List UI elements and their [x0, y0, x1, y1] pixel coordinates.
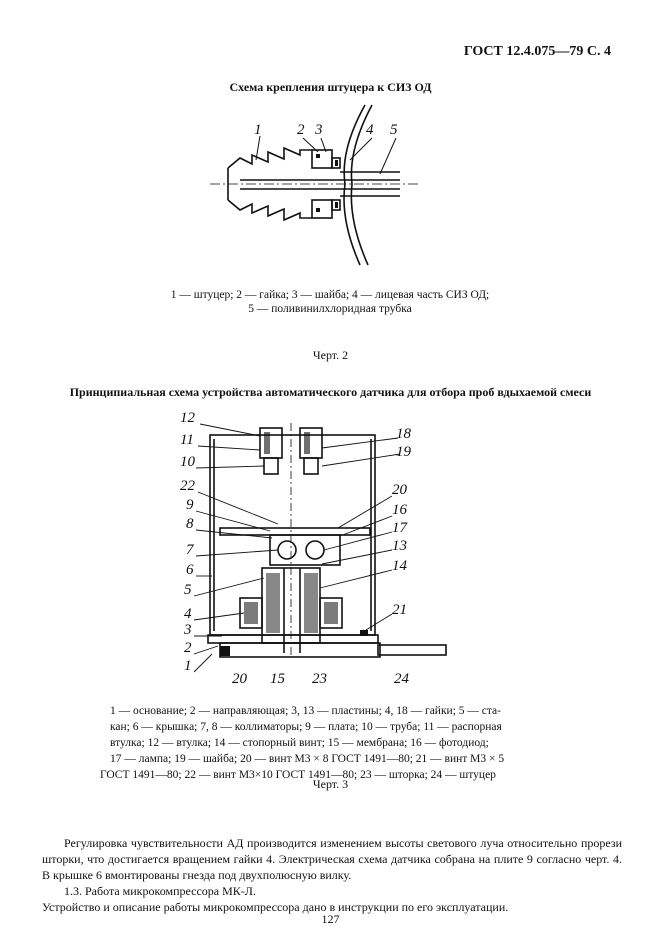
- fig3-label-1: 1: [184, 658, 192, 674]
- fig3-label-20: 20: [392, 482, 407, 498]
- fig3-label-9: 9: [186, 497, 194, 513]
- fig2-label-3: 3: [315, 122, 323, 138]
- fig3-label-6: 6: [186, 562, 194, 578]
- fig3-label-19: 19: [396, 444, 411, 460]
- body-paragraph-3: Устройство и описание работы микрокомпрессора дано в инструкции по его эксплуатации.: [42, 900, 509, 914]
- figure2-legend-line2: 5 — поливинилхлоридная трубка: [248, 303, 412, 315]
- body-paragraph-2: 1.3. Работа микрокомпрессора МК-Л.: [64, 884, 256, 898]
- figure3-drawing: [160, 408, 450, 688]
- body-text: [42, 835, 622, 915]
- fig2-label-1: 1: [254, 122, 262, 138]
- figure3-legend-line2: кан; 6 — крышка; 7, 8 — коллиматоры; 9 — плата; 10 — труба; 11 — распорная: [110, 721, 502, 733]
- page-number: 127: [321, 912, 340, 926]
- fig3-label-18: 18: [396, 426, 411, 442]
- figure3-legend-line4: 17 — лампа; 19 — шайба; 20 — винт М3 × 8 ГОСТ 1491—80; 21 — винт М3 × 5: [110, 753, 505, 765]
- body-paragraph-1: Регулировка чувствительности АД производится изменением высоты светового луча относительно прорези шторки, что достигается вращением гайки 4. Электрическая схема датчика собрана на плите 9 согласно черт. 4. В крышке 6 вмонтированы гнезда под двухполюсную вилку.: [42, 836, 622, 882]
- fig3-label-10: 10: [180, 454, 195, 470]
- figure3-title: Принципиальная схема устройства автоматического датчика для отбора проб вдыхаемой смеси: [69, 385, 592, 399]
- fig3-label-7: 7: [186, 542, 194, 558]
- fig3-label-4: 4: [184, 606, 192, 622]
- fig3-label-13: 13: [392, 538, 407, 554]
- fig3-label-20-bottom: 20: [232, 671, 247, 687]
- fig3-label-17: 17: [392, 520, 407, 536]
- figure3-legend-line3: втулка; 12 — втулка; 14 — стопорный винт; 15 — мембрана; 16 — фотодиод;: [110, 737, 489, 749]
- fig3-label-24: 24: [394, 671, 409, 687]
- fig2-label-2: 2: [297, 122, 305, 138]
- fig3-label-8: 8: [186, 516, 194, 532]
- fig3-label-3: 3: [184, 622, 192, 638]
- fig3-label-16: 16: [392, 502, 407, 518]
- fig2-label-5: 5: [390, 122, 398, 138]
- figure2-title: Схема крепления штуцера к СИЗ ОД: [229, 80, 432, 94]
- figure2-caption: Черт. 2: [312, 348, 349, 362]
- page-header: ГОСТ 12.4.075—79 С. 4: [463, 44, 611, 59]
- fig3-label-14: 14: [392, 558, 407, 574]
- figure2-drawing: [200, 100, 430, 275]
- fig3-label-21: 21: [392, 602, 407, 618]
- fig3-label-2: 2: [184, 640, 192, 656]
- fig3-label-23: 23: [312, 671, 327, 687]
- fig3-label-11: 11: [180, 432, 194, 448]
- fig3-label-15: 15: [270, 671, 285, 687]
- figure3-caption: Черт. 3: [312, 777, 349, 791]
- fig3-label-22: 22: [180, 478, 195, 494]
- figure3-legend-line1: 1 — основание; 2 — направляющая; 3, 13 — пластины; 4, 18 — гайки; 5 — ста-: [110, 705, 501, 717]
- figure3-legend-line5: ГОСТ 1491—80; 22 — винт М3×10 ГОСТ 1491—80; 23 — шторка; 24 — штуцер: [100, 769, 496, 781]
- fig3-label-12: 12: [180, 410, 195, 426]
- figure2-legend-line1: 1 — штуцер; 2 — гайка; 3 — шайба; 4 — лицевая часть СИЗ ОД;: [170, 289, 490, 301]
- fig2-label-4: 4: [366, 122, 374, 138]
- fig3-label-5: 5: [184, 582, 192, 598]
